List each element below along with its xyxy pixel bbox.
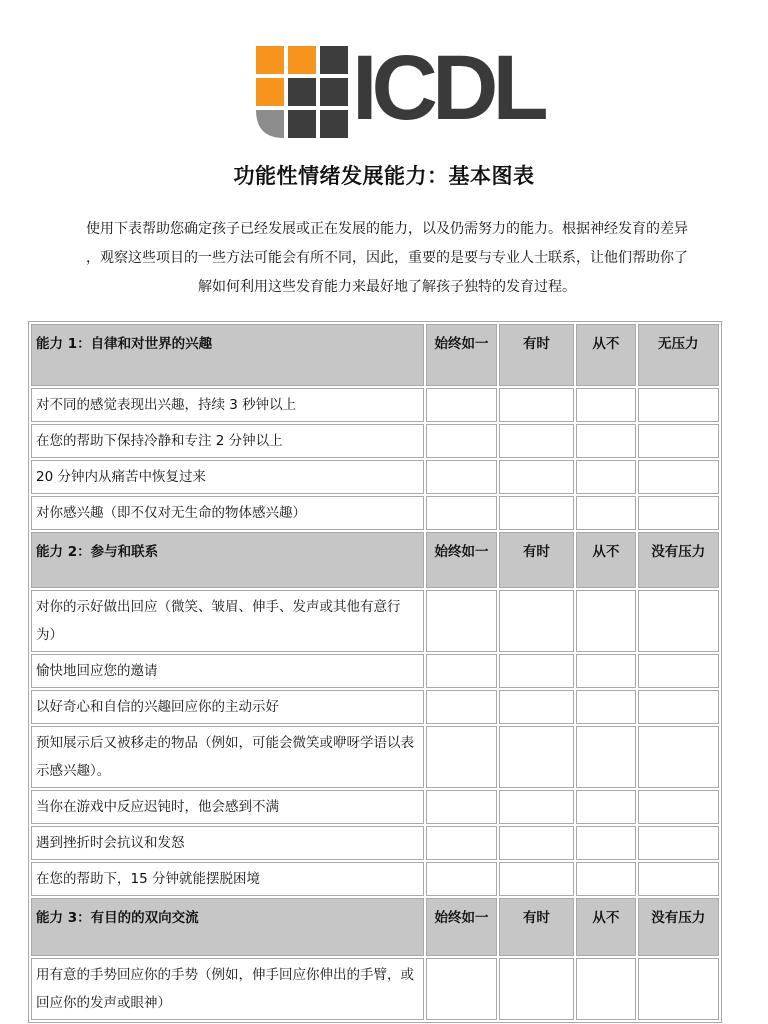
section-title: 能力 2：参与和联系 xyxy=(31,532,424,588)
checkbox-cell[interactable] xyxy=(426,460,496,494)
table-row xyxy=(31,590,719,652)
column-header-consistent: 始终如一 xyxy=(426,532,496,588)
column-header-sometimes: 有时 xyxy=(499,532,574,588)
checkbox-cell[interactable] xyxy=(576,690,635,724)
checkbox-cell[interactable] xyxy=(426,958,496,1020)
checkbox-cell[interactable] xyxy=(499,424,574,458)
table-row xyxy=(31,862,719,896)
column-header-no-stress: 没有压力 xyxy=(638,898,720,956)
row-label: 在您的帮助下，15 分钟就能摆脱困境 xyxy=(31,862,424,896)
checkbox-cell[interactable] xyxy=(499,690,574,724)
capability-table xyxy=(28,321,722,1023)
checkbox-cell[interactable] xyxy=(499,388,574,422)
logo-text: ICDL xyxy=(352,37,543,139)
checkbox-cell[interactable] xyxy=(426,654,496,688)
intro-line: 解如何利用这些发育能力来最好地了解孩子独特的发育过程。 xyxy=(198,279,576,295)
row-label: 遇到挫折时会抗议和发怒 xyxy=(31,826,424,860)
checkbox-cell[interactable] xyxy=(576,460,635,494)
table-row xyxy=(31,726,719,788)
row-label: 对不同的感觉表现出兴趣，持续 3 秒钟以上 xyxy=(31,388,424,422)
checkbox-cell[interactable] xyxy=(499,726,574,788)
icdl-logo xyxy=(252,37,543,140)
checkbox-cell[interactable] xyxy=(576,826,635,860)
checkbox-cell[interactable] xyxy=(426,826,496,860)
column-header-never: 从不 xyxy=(576,532,635,588)
row-label: 当你在游戏中反应迟钝时，他会感到不满 xyxy=(31,790,424,824)
intro-line: 使用下表帮助您确定孩子已经发展或正在发展的能力，以及仍需努力的能力。根据神经发育的差异 xyxy=(86,221,688,237)
checkbox-cell[interactable] xyxy=(426,496,496,530)
checkbox-cell[interactable] xyxy=(638,496,720,530)
checkbox-cell[interactable] xyxy=(638,424,720,458)
checkbox-cell[interactable] xyxy=(576,862,635,896)
checkbox-cell[interactable] xyxy=(499,958,574,1020)
section-title: 能力 1：自律和对世界的兴趣 xyxy=(31,324,424,386)
logo-grid-icon xyxy=(252,44,362,140)
row-label: 20 分钟内从痛苦中恢复过来 xyxy=(31,460,424,494)
table-row xyxy=(31,424,719,458)
table-row xyxy=(31,654,719,688)
column-header-no-stress: 无压力 xyxy=(638,324,720,386)
row-label: 用有意的手势回应你的手势（例如，伸手回应你伸出的手臂，或回应你的发声或眼神） xyxy=(31,958,424,1020)
checkbox-cell[interactable] xyxy=(499,654,574,688)
table-row xyxy=(31,496,719,530)
checkbox-cell[interactable] xyxy=(426,388,496,422)
column-header-sometimes: 有时 xyxy=(499,324,574,386)
table-row xyxy=(31,790,719,824)
table-row xyxy=(31,826,719,860)
checkbox-cell[interactable] xyxy=(499,496,574,530)
checkbox-cell[interactable] xyxy=(576,590,635,652)
checkbox-cell[interactable] xyxy=(576,654,635,688)
row-label: 对你感兴趣（即不仅对无生命的物体感兴趣） xyxy=(31,496,424,530)
checkbox-cell[interactable] xyxy=(638,388,720,422)
section-title: 能力 3：有目的的双向交流 xyxy=(31,898,424,956)
table-row xyxy=(31,388,719,422)
checkbox-cell[interactable] xyxy=(426,862,496,896)
checkbox-cell[interactable] xyxy=(426,590,496,652)
column-header-sometimes: 有时 xyxy=(499,898,574,956)
checkbox-cell[interactable] xyxy=(426,690,496,724)
checkbox-cell[interactable] xyxy=(576,958,635,1020)
checkbox-cell[interactable] xyxy=(499,826,574,860)
row-label: 对你的示好做出回应（微笑、皱眉、伸手、发声或其他有意行为） xyxy=(31,590,424,652)
checkbox-cell[interactable] xyxy=(638,460,720,494)
checkbox-cell[interactable] xyxy=(426,790,496,824)
checkbox-cell[interactable] xyxy=(638,590,720,652)
checkbox-cell[interactable] xyxy=(638,826,720,860)
checkbox-cell[interactable] xyxy=(426,424,496,458)
section-header-row xyxy=(31,898,719,956)
row-label: 愉快地回应您的邀请 xyxy=(31,654,424,688)
table-row xyxy=(31,690,719,724)
checkbox-cell[interactable] xyxy=(638,958,720,1020)
column-header-never: 从不 xyxy=(576,898,635,956)
checkbox-cell[interactable] xyxy=(499,460,574,494)
checkbox-cell[interactable] xyxy=(638,690,720,724)
row-label: 在您的帮助下保持冷静和专注 2 分钟以上 xyxy=(31,424,424,458)
checkbox-cell[interactable] xyxy=(426,726,496,788)
section-header-row xyxy=(31,532,719,588)
row-label: 以好奇心和自信的兴趣回应你的主动示好 xyxy=(31,690,424,724)
checkbox-cell[interactable] xyxy=(499,590,574,652)
checkbox-cell[interactable] xyxy=(638,790,720,824)
checkbox-cell[interactable] xyxy=(576,388,635,422)
column-header-consistent: 始终如一 xyxy=(426,324,496,386)
intro-line: ，观察这些项目的一些方法可能会有所不同，因此，重要的是要与专业人士联系，让他们帮助你了 xyxy=(86,250,688,266)
column-header-consistent: 始终如一 xyxy=(426,898,496,956)
checkbox-cell[interactable] xyxy=(576,726,635,788)
checkbox-cell[interactable] xyxy=(499,862,574,896)
checkbox-cell[interactable] xyxy=(576,790,635,824)
column-header-no-stress: 没有压力 xyxy=(638,532,720,588)
checkbox-cell[interactable] xyxy=(638,862,720,896)
column-header-never: 从不 xyxy=(576,324,635,386)
table-row xyxy=(31,958,719,1020)
section-header-row xyxy=(31,324,719,386)
table-row xyxy=(31,460,719,494)
checkbox-cell[interactable] xyxy=(576,496,635,530)
row-label: 预知展示后又被移走的物品（例如，可能会微笑或咿呀学语以表示感兴趣）。 xyxy=(31,726,424,788)
checkbox-cell[interactable] xyxy=(638,654,720,688)
page-title: 功能性情绪发展能力：基本图表 xyxy=(233,164,535,188)
intro-paragraph xyxy=(50,215,724,302)
checkbox-cell[interactable] xyxy=(576,424,635,458)
checkbox-cell[interactable] xyxy=(638,726,720,788)
checkbox-cell[interactable] xyxy=(499,790,574,824)
